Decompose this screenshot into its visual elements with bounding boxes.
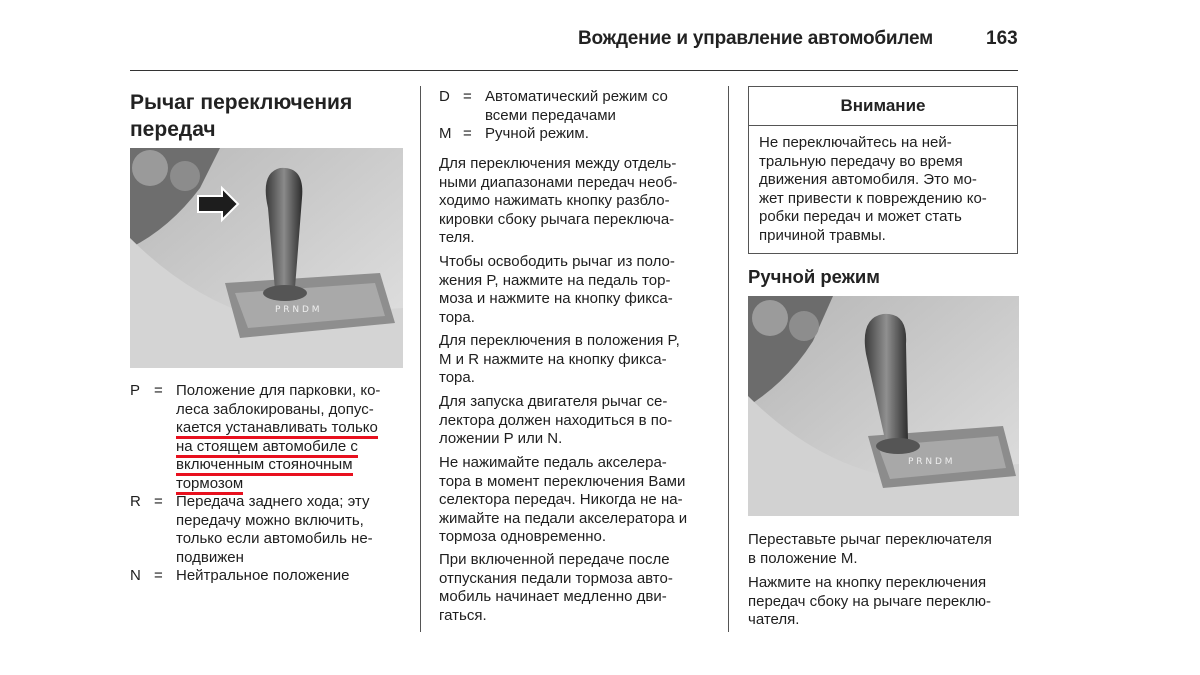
- definition-text: [176, 382, 402, 493]
- definition-equals: =: [154, 567, 163, 584]
- section-title-line-1: Рычаг переключения: [130, 91, 353, 114]
- paragraph-line: чателя.: [748, 611, 800, 628]
- definition-key: R: [130, 493, 141, 510]
- paragraph-line: ходимо нажимать кнопку разбло-: [439, 192, 670, 209]
- paragraph-line: кировки сбоку рычага переключа-: [439, 210, 675, 228]
- paragraph-line: M и R нажмите на кнопку фикса-: [439, 350, 667, 368]
- definition-line-highlighted: включенным стояночным: [176, 456, 402, 475]
- middle-definitions: [439, 88, 714, 144]
- warning-title: Внимание: [749, 87, 1017, 126]
- warning-box: [748, 86, 1018, 254]
- gear-lever-photo: [130, 148, 403, 368]
- manual-mode-title: Ручной режим: [748, 266, 880, 287]
- paragraph-move-to-m: [748, 531, 1023, 568]
- paragraph-line: селектора передач. Никогда не на-: [439, 491, 683, 508]
- paragraph-line: Не нажимайте педаль акселера-: [439, 454, 667, 471]
- paragraph-line: При включенной передаче после: [439, 551, 670, 568]
- paragraph-line: жения P, нажмите на педаль тор-: [439, 271, 671, 289]
- definition-n: [130, 567, 402, 586]
- gear-lever-manual-photo-icon: [748, 296, 1019, 516]
- paragraph-line: гаться.: [439, 606, 487, 624]
- definition-d: [439, 88, 714, 125]
- paragraph-line: Нажмите на кнопку переключения: [748, 574, 987, 591]
- paragraph-line: тормоза одновременно.: [439, 528, 607, 545]
- definition-line: только если автомобиль не-: [176, 530, 373, 547]
- paragraph-line: Чтобы освободить рычаг из поло-: [439, 253, 675, 270]
- paragraph-creep: [439, 551, 719, 625]
- column-divider-left: [420, 86, 421, 632]
- definition-equals: =: [463, 88, 472, 105]
- warning-line: Не переключайтесь на ней-: [759, 134, 952, 151]
- paragraph-engine-start: [439, 393, 719, 449]
- definition-r: [130, 493, 402, 567]
- definition-text: [485, 88, 714, 125]
- paragraph-accelerator-warning: [439, 454, 719, 547]
- paragraph-line: в положение M.: [748, 549, 858, 567]
- definition-key: D: [439, 88, 450, 105]
- paragraph-line: лектора должен находиться в по-: [439, 411, 673, 429]
- page-number: 163: [986, 28, 1018, 49]
- definition-line: леса заблокированы, допус-: [176, 400, 374, 418]
- definition-key: N: [130, 567, 141, 584]
- column-divider-right: [728, 86, 729, 632]
- warning-line: движения автомобиля. Это мо-: [759, 171, 977, 188]
- definition-line-highlighted: тормозом: [176, 475, 402, 494]
- paragraph-line: жимайте на педали акселератора и: [439, 509, 688, 527]
- definition-text: [176, 567, 402, 586]
- paragraph-line: ными диапазонами передач необ-: [439, 173, 678, 191]
- paragraph-line: Для переключения в положения P,: [439, 332, 680, 349]
- warning-line: причиной травмы.: [759, 226, 886, 244]
- definition-line: Положение для парковки, ко-: [176, 382, 381, 399]
- definition-equals: =: [154, 493, 163, 510]
- definition-line-highlighted: на стоящем автомобиле с: [176, 438, 402, 457]
- paragraph-line: передач сбоку на рычаге переклю-: [748, 592, 992, 610]
- warning-text: [749, 126, 1017, 245]
- paragraph-line: теля.: [439, 229, 475, 246]
- paragraph-line: Для переключения между отдель-: [439, 155, 677, 172]
- definition-m: [439, 125, 714, 144]
- left-definitions: [130, 382, 402, 586]
- paragraph-line: мобиль начинает медленно дви-: [439, 588, 667, 605]
- definition-text: [176, 493, 402, 567]
- definition-key: P: [130, 382, 141, 399]
- paragraph-line: тора.: [439, 308, 475, 326]
- paragraph-line: тора.: [439, 369, 475, 386]
- paragraph-line: тора в момент переключения Вами: [439, 472, 686, 490]
- paragraph-release-from-p: [439, 253, 719, 327]
- definition-key: M: [439, 125, 452, 142]
- paragraph-line: Переставьте рычаг переключателя: [748, 531, 992, 548]
- gear-lever-arrow-photo-icon: [130, 148, 403, 368]
- paragraph-line: отпускания педали тормоза авто-: [439, 569, 673, 587]
- definition-line: всеми передачами: [485, 106, 616, 124]
- warning-line: тральную передачу во время: [759, 152, 963, 170]
- definition-line: Нейтральное положение: [176, 567, 350, 584]
- definition-line-highlighted: кается устанавливать только: [176, 419, 402, 438]
- definition-line: передачу можно включить,: [176, 511, 364, 529]
- warning-line: жет привести к повреждению ко-: [759, 189, 987, 207]
- paragraph-press-button: [748, 574, 1023, 630]
- paragraph-line: ложении P или N.: [439, 430, 563, 447]
- section-title-line-2: передач: [130, 118, 216, 141]
- manual-mode-photo: [748, 296, 1019, 516]
- svg-text:P R N D M: P R N D M: [275, 305, 320, 315]
- definition-line: подвижен: [176, 548, 244, 566]
- header-rule: [130, 70, 1018, 71]
- paragraph-line: моза и нажмите на кнопку фикса-: [439, 290, 673, 307]
- definition-equals: =: [154, 382, 163, 399]
- paragraph-unlock-button: [439, 155, 719, 248]
- paragraph-shift-pmr: [439, 332, 719, 388]
- definition-line: Передача заднего хода; эту: [176, 493, 370, 510]
- warning-line: робки передач и может стать: [759, 208, 962, 225]
- definition-equals: =: [463, 125, 472, 142]
- svg-text:P R N D M: P R N D M: [908, 457, 953, 467]
- definition-line: Автоматический режим со: [485, 88, 668, 105]
- definition-text: [485, 125, 714, 144]
- page-header-title: Вождение и управление автомобилем: [578, 28, 933, 49]
- definition-line: Ручной режим.: [485, 125, 589, 142]
- section-title: [130, 89, 352, 143]
- paragraph-line: Для запуска двигателя рычаг се-: [439, 393, 668, 410]
- definition-p: [130, 382, 402, 493]
